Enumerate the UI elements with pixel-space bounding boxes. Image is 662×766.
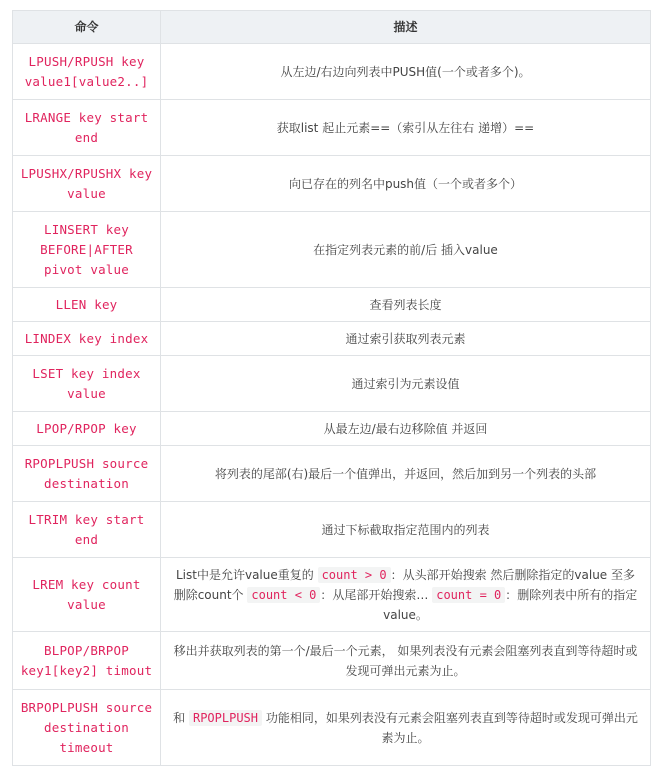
description-cell: 从最左边/最右边移除值 并返回	[161, 412, 651, 446]
command-cell: RPOPLPUSH source destination	[13, 446, 161, 502]
description-cell: 查看列表长度	[161, 288, 651, 322]
command-cell: LPUSH/RPUSH key value1[value2..]	[13, 44, 161, 100]
command-cell: LREM key count value	[13, 558, 161, 632]
table-row	[13, 44, 651, 100]
inline-code: count < 0	[247, 587, 320, 603]
description-cell: 获取list 起止元素==（索引从左往右 递增）==	[161, 100, 651, 156]
command-cell: LINSERT key BEFORE|AFTER pivot value	[13, 212, 161, 288]
command-cell: LPUSHX/RPUSHX key value	[13, 156, 161, 212]
description-cell	[161, 690, 651, 766]
description-cell: 从左边/右边向列表中PUSH值(一个或者多个)。	[161, 44, 651, 100]
inline-code: count = 0	[432, 587, 505, 603]
table-header	[13, 11, 651, 44]
description-cell: 通过下标截取指定范围内的列表	[161, 502, 651, 558]
table-row	[13, 446, 651, 502]
inline-code: count > 0	[318, 567, 391, 583]
description-text: 功能相同，如果列表没有元素会阻塞列表直到等待超时或发现可弹出元素为止。	[262, 710, 638, 745]
command-cell: LLEN key	[13, 288, 161, 322]
table-row	[13, 212, 651, 288]
command-cell: BLPOP/BRPOP key1[key2] timout	[13, 632, 161, 690]
table-row	[13, 690, 651, 766]
inline-code: RPOPLPUSH	[189, 710, 262, 726]
command-cell: LTRIM key start end	[13, 502, 161, 558]
description-text: 和	[173, 710, 189, 725]
command-cell: LSET key index value	[13, 356, 161, 412]
table-row	[13, 502, 651, 558]
command-cell: LPOP/RPOP key	[13, 412, 161, 446]
description-text: ：删除列表中所有的指定value。	[383, 587, 638, 622]
description-text: ：从尾部开始搜索…	[320, 587, 433, 602]
header-description: 描述	[161, 11, 651, 44]
header-command: 命令	[13, 11, 161, 44]
table-row	[13, 632, 651, 690]
description-cell: 将列表的尾部(右)最后一个值弹出，并返回，然后加到另一个列表的头部	[161, 446, 651, 502]
command-cell: LRANGE key start end	[13, 100, 161, 156]
description-cell: 通过索引为元素设值	[161, 356, 651, 412]
table-row	[13, 322, 651, 356]
table-row	[13, 156, 651, 212]
description-cell: 向已存在的列名中push值（一个或者多个）	[161, 156, 651, 212]
redis-list-commands-table	[12, 10, 651, 766]
description-cell: 在指定列表元素的前/后 插入value	[161, 212, 651, 288]
table-row	[13, 288, 651, 322]
description-text: ：从头部开始搜索 然后删除指定的value 至多删除count个	[173, 567, 636, 602]
command-cell: BRPOPLPUSH source destination timeout	[13, 690, 161, 766]
description-text: List中是允许value重复的	[175, 567, 318, 582]
table-row	[13, 100, 651, 156]
command-cell: LINDEX key index	[13, 322, 161, 356]
table-row	[13, 558, 651, 632]
description-cell: 移出并获取列表的第一个/最后一个元素， 如果列表没有元素会阻塞列表直到等待超时或发现可弹出元素为止。	[161, 632, 651, 690]
table-row	[13, 356, 651, 412]
description-cell: 通过索引获取列表元素	[161, 322, 651, 356]
header-row	[13, 11, 651, 44]
description-cell	[161, 558, 651, 632]
table-row	[13, 412, 651, 446]
table-body	[13, 44, 651, 766]
